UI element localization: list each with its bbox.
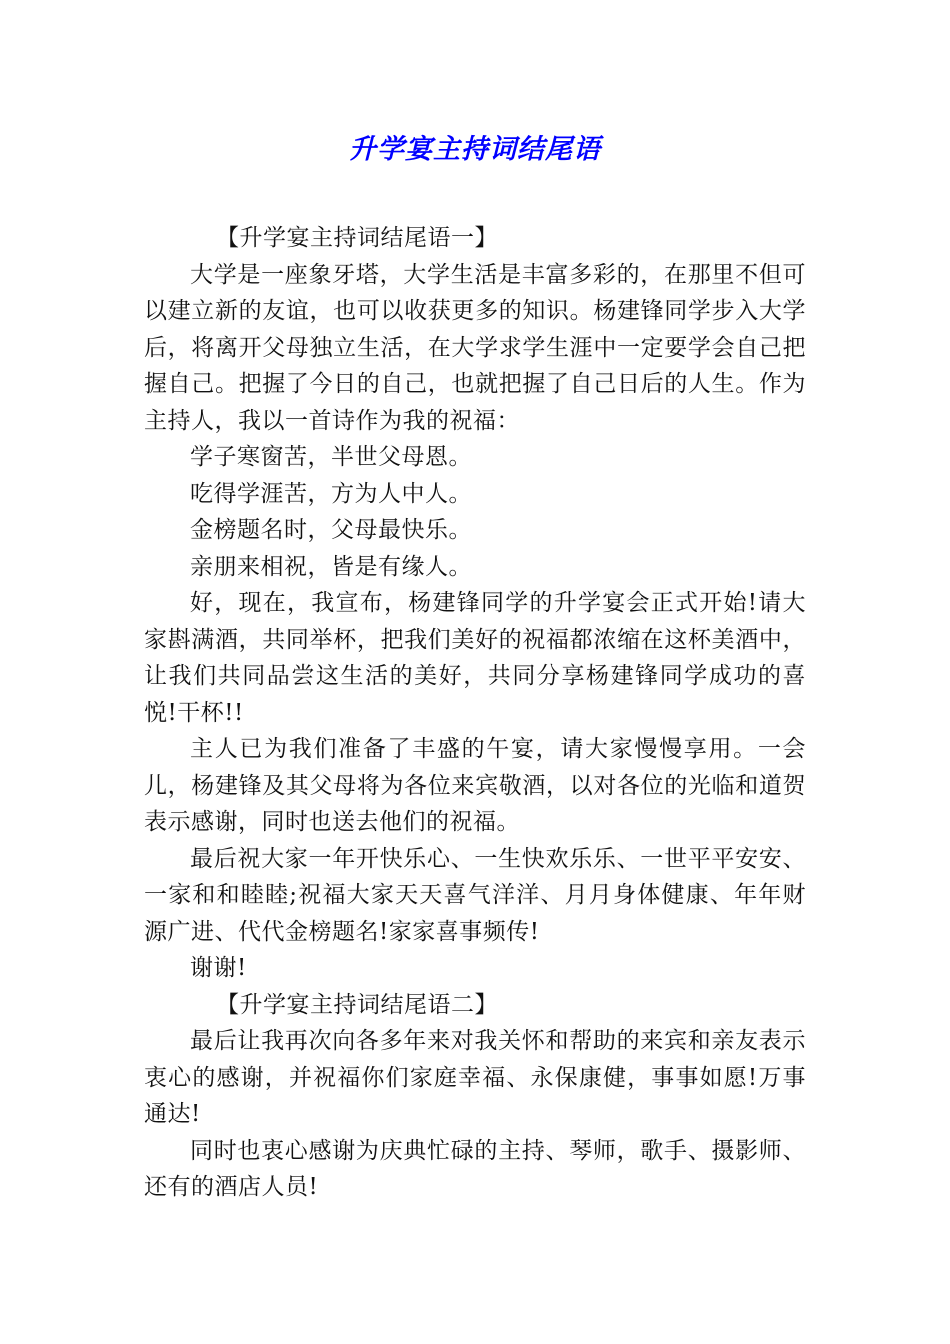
section-heading-2: 【升学宴主持词结尾语二】 bbox=[216, 991, 498, 1018]
poem-line: 吃得学涯苦，方为人中人。 bbox=[190, 480, 472, 507]
section-heading-1: 【升学宴主持词结尾语一】 bbox=[216, 225, 498, 251]
poem-line: 金榜题名时，父母最快乐。 bbox=[190, 517, 472, 543]
paragraph: 主人已为我们准备了丰盛的午宴，请大家慢慢享用。一会儿，杨建锋及其父母将为各位来宾敬酒，以对各位的光临和道贺表示感谢，同时也送去他们的祝福。 bbox=[144, 736, 806, 835]
paragraph: 大学是一座象牙塔，大学生活是丰富多彩的，在那里不但可以建立新的友谊，也可以收获更多的知识。杨建锋同学步入大学后，将离开父母独立生活，在大学求学生涯中一定要学会自己把握自己。把握了今日的自己，也就把握了自己日后的人生。作为主持人，我以一首诗作为我的祝福： bbox=[144, 261, 806, 434]
paragraph: 最后祝大家一年开快乐心、一生快欢乐乐、一世平平安安、一家和和睦睦;祝福大家天天喜气洋洋、月月身体健康、年年财源广进、代代金榜题名!家家喜事频传! bbox=[144, 845, 806, 945]
poem-line: 亲朋来相祝，皆是有缘人。 bbox=[190, 553, 472, 580]
poem-line: 学子寒窗苦，半世父母恩。 bbox=[190, 444, 472, 470]
paragraph: 好，现在，我宣布，杨建锋同学的升学宴会正式开始!请大家斟满酒，共同举杯，把我们美好的祝福都浓缩在这杯美酒中，让我们共同品尝这生活的美好，共同分享杨建锋同学成功的喜悦!干杯!! bbox=[144, 590, 806, 726]
paragraph: 谢谢! bbox=[190, 955, 247, 981]
document-body bbox=[144, 220, 806, 1206]
page-title: 升学宴主持词结尾语 bbox=[349, 134, 601, 165]
paragraph: 同时也衷心感谢为庆典忙碌的主持、琴师，歌手、摄影师、还有的酒店人员! bbox=[144, 1137, 806, 1200]
paragraph: 最后让我再次向各多年来对我关怀和帮助的来宾和亲友表示衷心的感谢，并祝福你们家庭幸福、永保康健，事事如愿!万事通达! bbox=[144, 1028, 806, 1127]
